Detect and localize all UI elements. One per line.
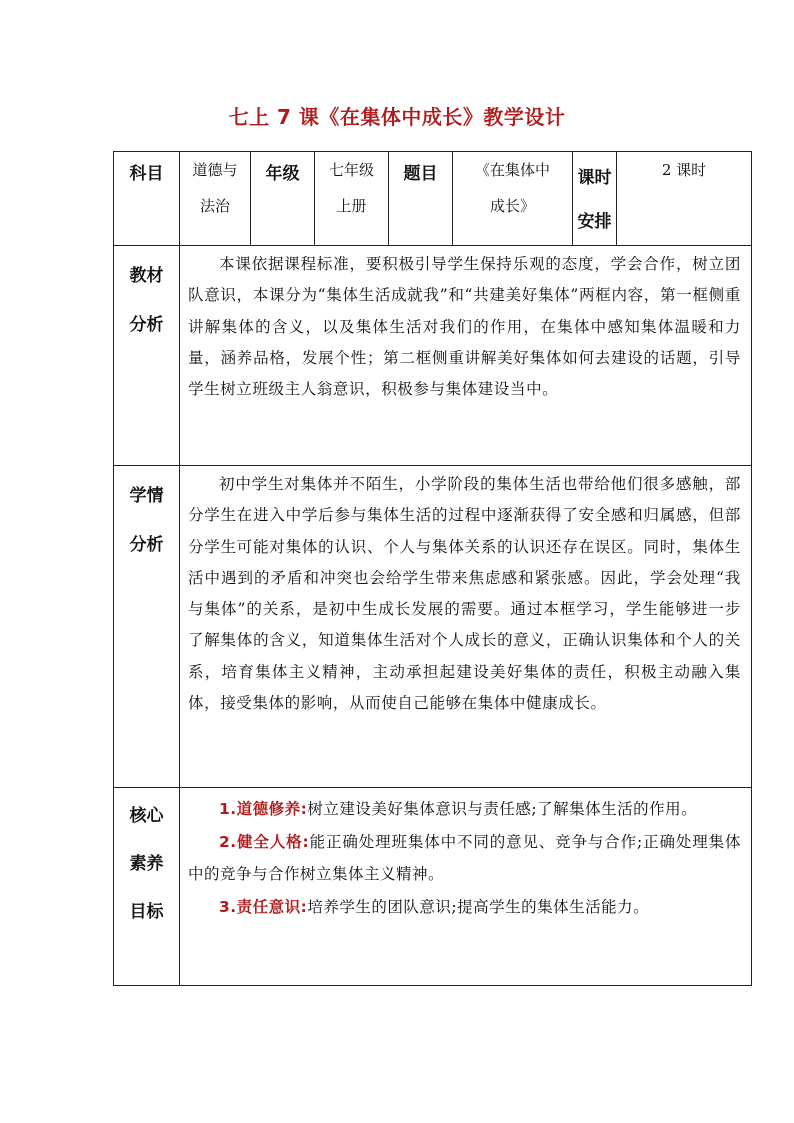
goals-label-cell [114, 788, 180, 986]
goals-label-line3: 目标 [129, 902, 164, 922]
goals-label-line2: 素养 [129, 854, 164, 874]
grade-label-cell [251, 152, 315, 246]
grade-label: 年级 [265, 164, 300, 184]
subject-label: 科目 [129, 164, 164, 184]
lesson-plan-table [113, 151, 752, 986]
goal-heading: 3.责任意识: [219, 897, 308, 916]
goal-heading: 2.健全人格: [219, 833, 310, 852]
textbook-row [114, 246, 752, 466]
topic-value-cell [453, 152, 573, 246]
hours-label-line2: 安排 [577, 212, 612, 232]
hours-value: 2 课时 [661, 161, 707, 179]
topic-label-cell [389, 152, 453, 246]
textbook-text: 本课依据课程标准，要积极引导学生保持乐观的态度，学会合作，树立团队意识，本课分为“集体生活成就我”和“共建美好集体”两框内容，第一框侧重讲解集体的含义，以及集体生活对我们的作用，在集体中感知集体温暖和力量，涵养品格，发展个性；第二框侧重讲解美好集体如何去建设的话题，引导学生树立班级主人翁意识，积极参与集体建设当中。 [188, 255, 741, 399]
goals-content-cell [180, 788, 752, 986]
topic-label: 题目 [403, 164, 438, 184]
subject-value-line2: 法治 [199, 197, 230, 215]
goals-label-line1: 核心 [129, 806, 164, 826]
topic-value-line1: 《在集体中 [474, 161, 550, 179]
hours-label-line1: 课时 [577, 168, 612, 188]
textbook-label-line2: 分析 [129, 315, 164, 335]
textbook-label-cell [114, 246, 180, 466]
goal-item [188, 892, 741, 923]
students-text: 初中学生对集体并不陌生，小学阶段的集体生活也带给他们很多感触，部分学生在进入中学后参与集体生活的过程中逐渐获得了安全感和归属感，但部分学生可能对集体的认识、个人与集体关系的认识还存在误区。同时，集体生活中遇到的矛盾和冲突也会给学生带来焦虑感和紧张感。因此，学会处理“我与集体”的关系，是初中生成长发展的需要。通过本框学习，学生能够进一步了解集体的含义，知道集体生活对个人成长的意义，正确认识集体和个人的关系，培育集体主义精神，主动承担起建设美好集体的责任，积极主动融入集体，接受集体的影响，从而使自己能够在集体中健康成长。 [188, 475, 741, 713]
goal-item [188, 794, 741, 825]
students-content-cell [180, 466, 752, 788]
grade-value-line1: 七年级 [328, 161, 374, 179]
subject-value-cell [180, 152, 251, 246]
students-label-cell [114, 466, 180, 788]
students-row [114, 466, 752, 788]
textbook-label-line1: 教材 [129, 266, 164, 286]
students-label-line1: 学情 [129, 486, 164, 506]
hours-value-cell [617, 152, 752, 246]
textbook-content-cell [180, 246, 752, 466]
goals-list [180, 788, 751, 923]
goal-item [188, 827, 741, 890]
goal-heading: 1.道德修养: [219, 800, 308, 818]
header-row [114, 152, 752, 246]
document-title: 七上 7 课《在集体中成长》教学设计 [228, 105, 566, 129]
students-label-line2: 分析 [129, 535, 164, 555]
grade-value-line2: 上册 [336, 197, 367, 215]
subject-label-cell [114, 152, 180, 246]
goal-text: 能正确处理班集体中不同的意见、竞争与合作;正确处理集体中的竞争与合作树立集体主义精神。 [188, 833, 741, 883]
hours-label-cell [573, 152, 617, 246]
goals-row [114, 788, 752, 986]
goal-text: 培养学生的团队意识;提高学生的集体生活能力。 [307, 897, 650, 916]
topic-value-line2: 成长》 [489, 197, 535, 215]
goal-text: 树立建设美好集体意识与责任感;了解集体生活的作用。 [307, 800, 698, 818]
subject-value-line1: 道德与 [192, 161, 238, 179]
grade-value-cell [315, 152, 389, 246]
